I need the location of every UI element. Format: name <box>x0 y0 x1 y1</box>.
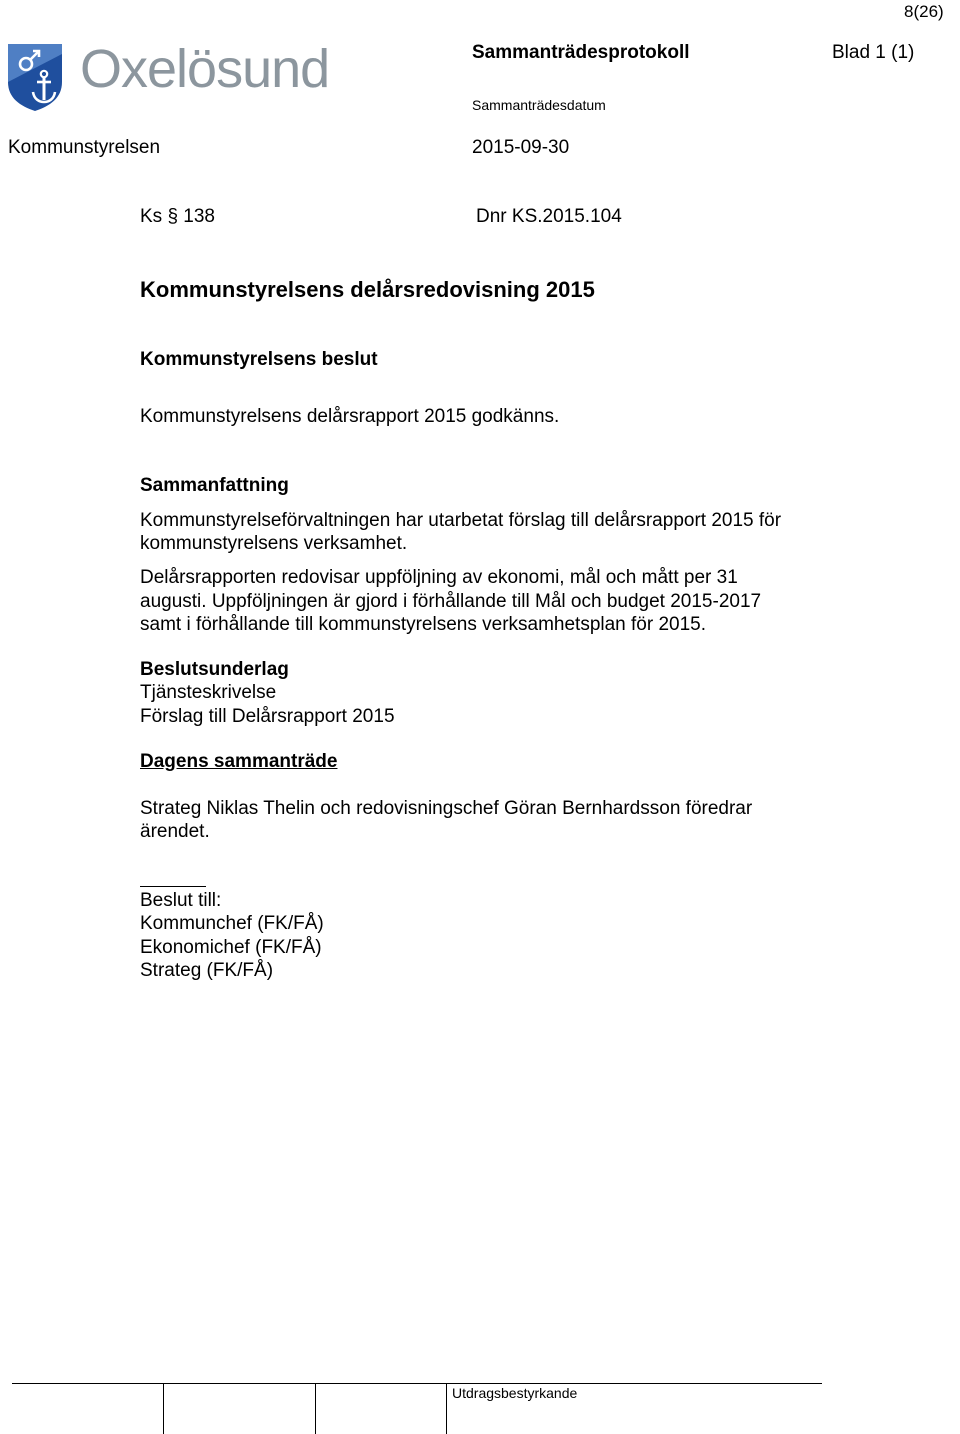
summary-line: samt i förhållande till kommunstyrelsens verksamhetsplan för 2015. <box>140 614 707 635</box>
recipient-item: Ekonomichef (FK/FÅ) <box>140 937 322 958</box>
municipal-coat-of-arms-icon <box>6 42 64 112</box>
summary-line: augusti. Uppföljningen är gjord i förhållande till Mål och budget 2015-2017 <box>140 591 762 612</box>
meeting-date: 2015-09-30 <box>472 137 570 158</box>
basis-heading: Beslutsunderlag <box>140 659 289 680</box>
summary-line: kommunstyrelsens verksamhet. <box>140 533 408 554</box>
signature-box-divider <box>446 1383 447 1434</box>
logo-wordmark: Oxelösund <box>80 39 330 99</box>
signature-box-divider <box>163 1383 164 1434</box>
decision-text: Kommunstyrelsens delårsrapport 2015 godkänns. <box>140 406 560 427</box>
page-number: 8(26) <box>904 2 944 21</box>
paragraph-number: Ks § 138 <box>140 206 215 227</box>
separator-rule <box>140 886 206 887</box>
decision-heading: Kommunstyrelsens beslut <box>140 349 378 370</box>
meeting-date-label: Sammanträdesdatum <box>472 97 606 113</box>
recipient-item: Strateg (FK/FÅ) <box>140 960 274 981</box>
document-type: Sammanträdesprotokoll <box>472 42 690 63</box>
basis-item: Tjänsteskrivelse <box>140 682 277 703</box>
board-name: Kommunstyrelsen <box>8 137 161 158</box>
case-title: Kommunstyrelsens delårsredovisning 2015 <box>140 277 595 302</box>
footer-rule <box>12 1383 822 1384</box>
meeting-line: Strateg Niklas Thelin och redovisningschef Göran Bernhardsson föredrar <box>140 798 753 819</box>
basis-item: Förslag till Delårsrapport 2015 <box>140 706 395 727</box>
meeting-line: ärendet. <box>140 821 210 842</box>
summary-heading: Sammanfattning <box>140 475 289 496</box>
recipient-item: Kommunchef (FK/FÅ) <box>140 913 324 934</box>
sheet-number: Blad 1 (1) <box>832 42 915 63</box>
summary-line: Kommunstyrelseförvaltningen har utarbetat förslag till delårsrapport 2015 för <box>140 510 782 531</box>
attestation-label: Utdragsbestyrkande <box>452 1385 578 1401</box>
summary-line: Delårsrapporten redovisar uppföljning av ekonomi, mål och mått per 31 <box>140 567 738 588</box>
signature-box-divider <box>315 1383 316 1434</box>
recipients-label: Beslut till: <box>140 890 222 911</box>
registration-number: Dnr KS.2015.104 <box>476 206 622 227</box>
meeting-heading: Dagens sammanträde <box>140 751 338 772</box>
municipality-logo <box>6 39 330 114</box>
